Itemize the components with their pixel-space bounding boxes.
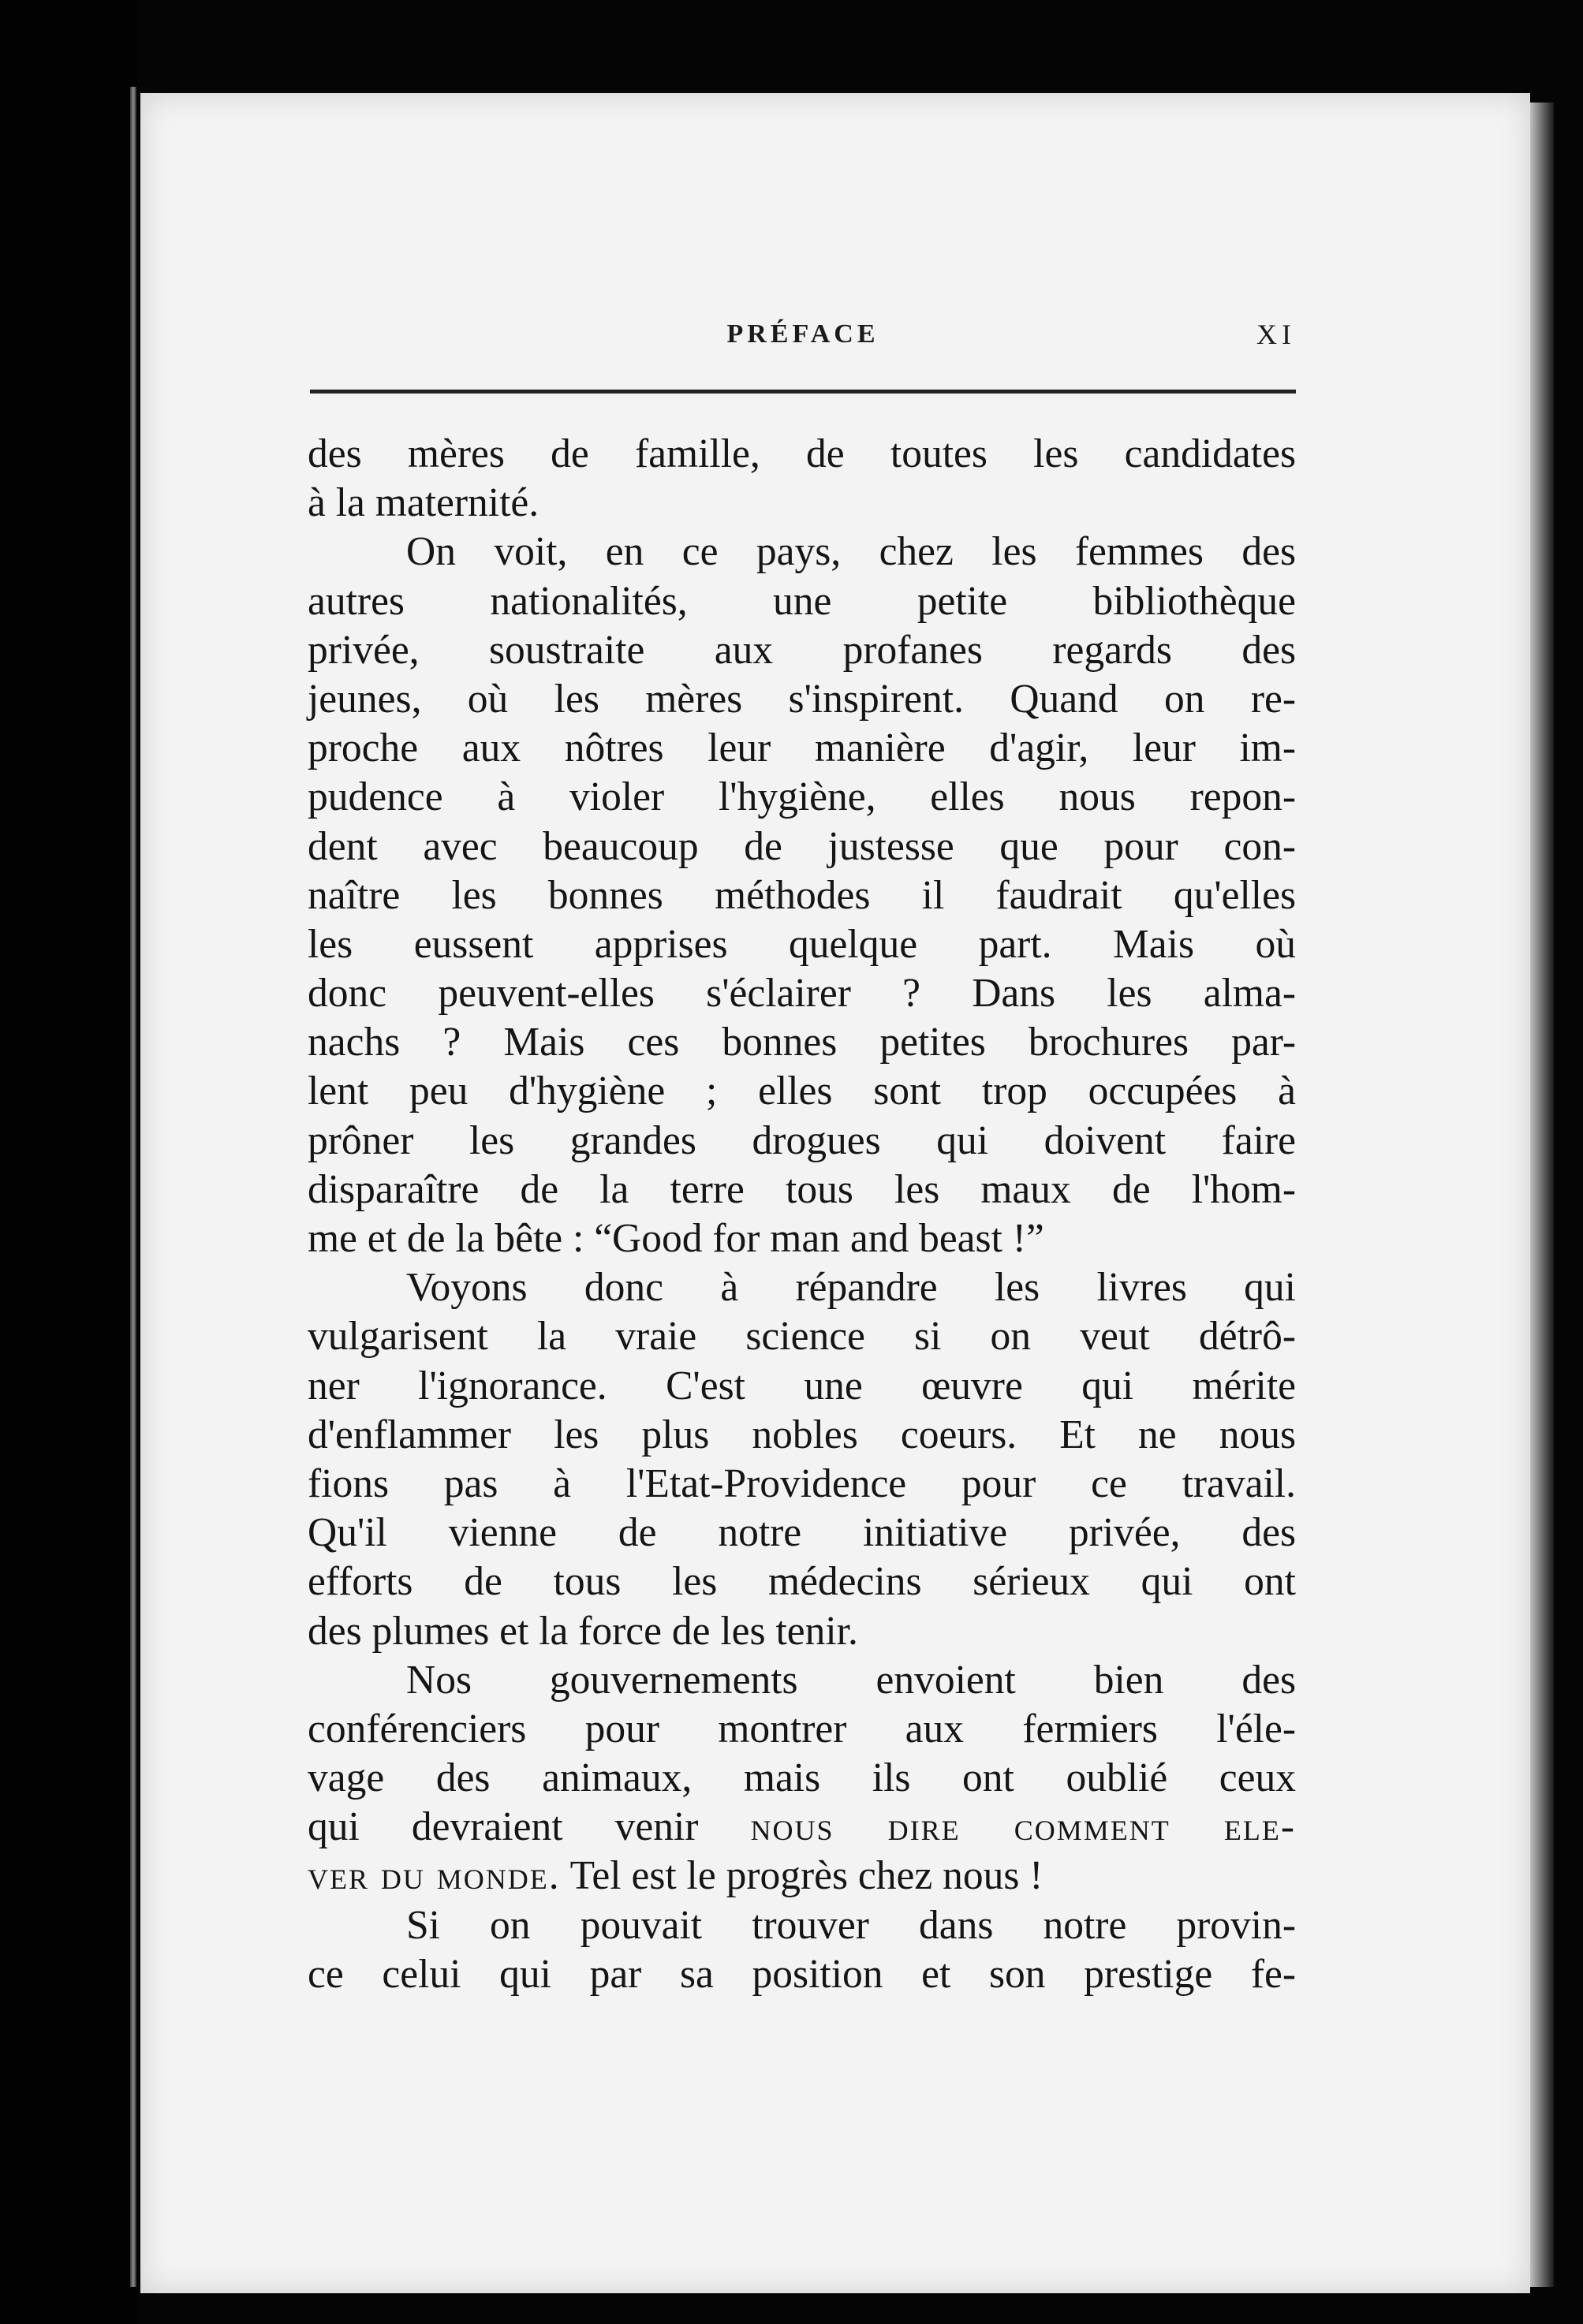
small-caps-segment: nous dire comment ele- [750, 1804, 1296, 1850]
text-line: privée, soustraite aux profanes regards des [308, 627, 1296, 673]
text-block-main [308, 430, 1296, 1803]
text-line: naître les bonnes méthodes il faudrait qu'elles [308, 872, 1296, 918]
page-number: XI [1256, 319, 1296, 350]
text-line: disparaître de la terre tous les maux de l'hom- [308, 1166, 1296, 1212]
page-header [310, 311, 1296, 359]
text-line: à la maternité. [308, 480, 539, 526]
text-line [308, 1803, 1296, 1852]
text-line: dent avec beaucoup de justesse que pour con- [308, 823, 1296, 869]
text-line: donc peuvent-elles s'éclairer ? Dans les alma- [308, 971, 1296, 1017]
text-line: les eussent apprises quelque part. Mais où [308, 921, 1296, 967]
page-gutter [130, 87, 136, 2287]
running-head: PRÉFACE [726, 319, 879, 349]
text-line: Qu'il vienne de notre initiative privée, des [308, 1510, 1296, 1556]
text-line: ner l'ignorance. C'est une œuvre qui mérite [308, 1363, 1296, 1408]
text-segment: qui devraient venir [308, 1804, 751, 1850]
text-line: vage des animaux, mais ils ont oublié ceux [308, 1755, 1296, 1801]
body-text [308, 430, 1296, 1999]
text-line: Nos gouvernements envoient bien des [406, 1657, 1296, 1703]
text-line: nachs ? Mais ces bonnes petites brochures par- [308, 1020, 1296, 1065]
small-caps-segment: ver du monde. [308, 1853, 561, 1899]
text-line: fions pas à l'Etat-Providence pour ce travail. [308, 1460, 1296, 1506]
text-line: vulgarisent la vraie science si on veut détrô- [308, 1314, 1296, 1360]
text-line: Si on pouvait trouver dans notre provin- [406, 1902, 1296, 1948]
header-rule [310, 390, 1296, 394]
text-line: pudence à violer l'hygiène, elles nous repon- [308, 774, 1296, 820]
text-line: jeunes, où les mères s'inspirent. Quand on re- [308, 676, 1296, 722]
text-line: prôner les grandes drogues qui doivent faire [308, 1117, 1296, 1163]
text-line: des plumes et la force de les tenir. [308, 1608, 858, 1654]
text-line: conférenciers pour montrer aux fermiers l'éle- [308, 1706, 1296, 1751]
text-block-end [308, 1901, 1296, 1999]
text-line: des mères de famille, de toutes les candidates [308, 431, 1296, 476]
page-fore-edge [1530, 103, 1554, 2287]
text-line: On voit, en ce pays, chez les femmes des [406, 529, 1296, 575]
text-line: Voyons donc à répandre les livres qui [406, 1265, 1296, 1311]
text-line: autres nationalités, une petite bibliothèque [308, 578, 1296, 624]
book-edge [0, 0, 138, 2324]
text-line: efforts de tous les médecins sérieux qui ont [308, 1559, 1296, 1605]
text-line: me et de la bête : “Good for man and beast !” [308, 1216, 1044, 1261]
text-line [308, 1852, 1296, 1901]
text-line: ce celui qui par sa position et son prestige fe- [308, 1951, 1296, 1997]
text-line: lent peu d'hygiène ; elles sont trop occupées à [308, 1069, 1296, 1114]
text-line: d'enflammer les plus nobles coeurs. Et ne nous [308, 1412, 1296, 1457]
text-line: proche aux nôtres leur manière d'agir, leur im- [308, 726, 1296, 771]
text-segment: Tel est le progrès chez nous ! [560, 1853, 1044, 1899]
